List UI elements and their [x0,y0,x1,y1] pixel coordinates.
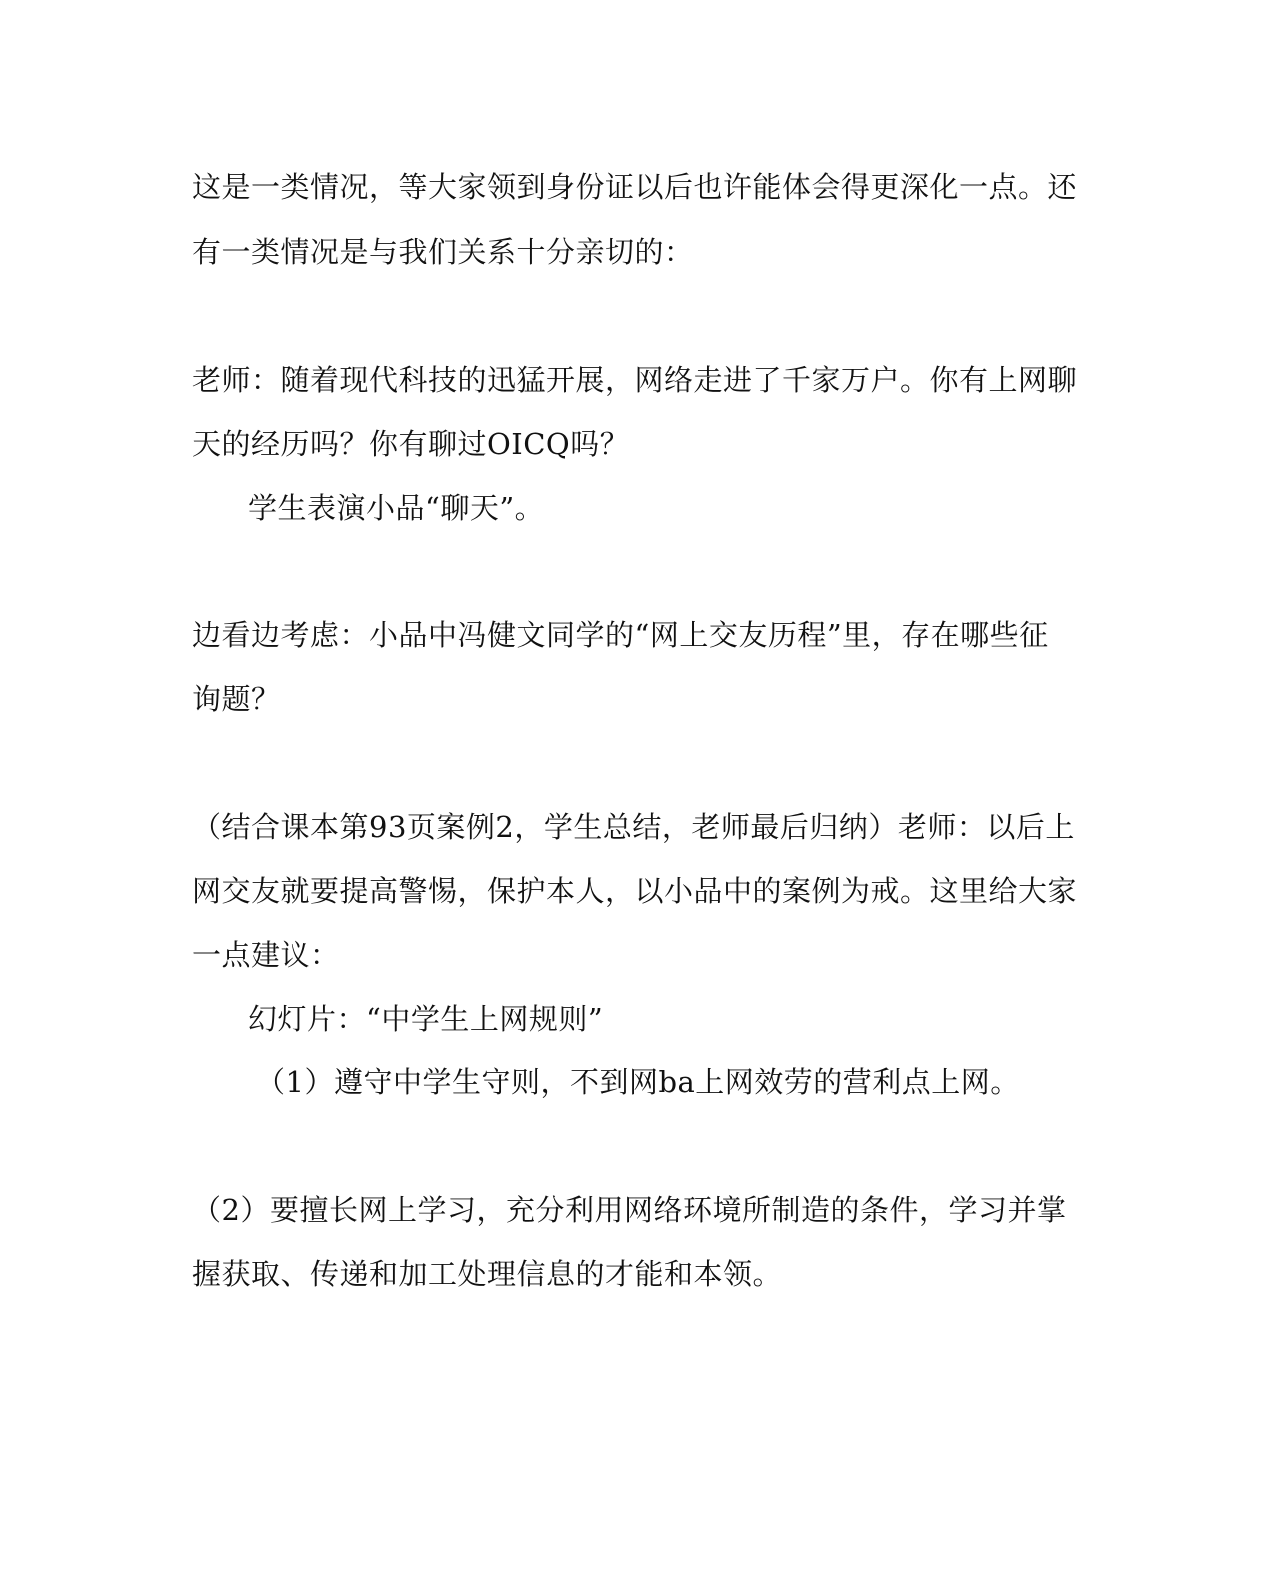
paragraph-line: 边看边考虑：小品中冯健文同学的“网上交友历程”里，存在哪些征 [192,618,1049,652]
paragraph-line: 老师：随着现代科技的迅猛开展，网络走进了千家万户。你有上网聊 [192,363,1078,397]
paragraph-line: 天的经历吗？你有聊过OICQ吗？ [192,427,630,461]
paragraph-line: 幻灯片：“中学生上网规则” [248,1002,604,1036]
paragraph-line: 学生表演小品“聊天”。 [248,491,545,525]
paragraph-line: （1）遵守中学生守则，不到网ba上网效劳的营利点上网。 [256,1065,1020,1099]
paragraph-line: 询题？ [192,682,281,716]
paragraph-line: （结合课本第93页案例2，学生总结，老师最后归纳）老师：以后上 [192,810,1075,844]
paragraph-line: （2）要擅长网上学习，充分利用网络环境所制造的条件，学习并掌 [192,1193,1067,1227]
paragraph-line: 一点建议： [192,938,340,972]
paragraph-line: 握获取、传递和加工处理信息的才能和本领。 [192,1257,783,1291]
paragraph-line: 有一类情况是与我们关系十分亲切的： [192,235,694,269]
paragraph-line: 网交友就要提高警惕，保护本人，以小品中的案例为戒。这里给大家 [192,874,1078,908]
paragraph-line: 这是一类情况，等大家领到身份证以后也许能体会得更深化一点。还 [192,170,1078,204]
